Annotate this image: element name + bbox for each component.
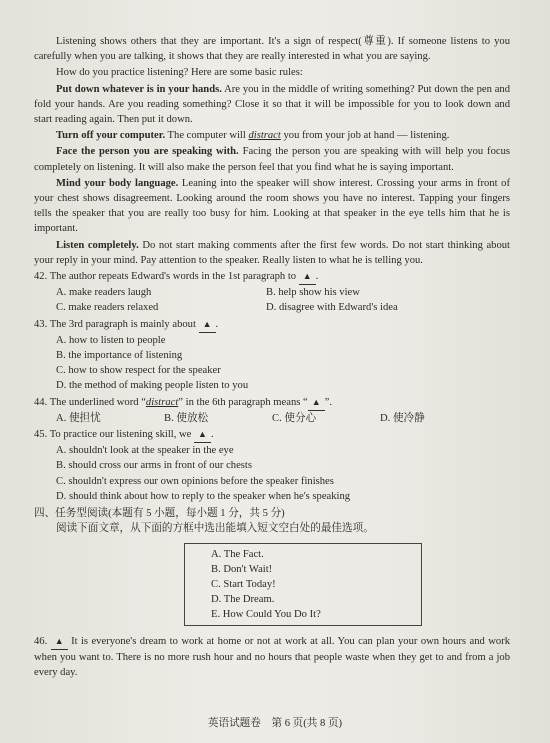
rule-text: Are you in the middle of writing something? Put down the pen and fold your hands. Are you reading something? Close it so that it will be impossible for you to look down and start reading again. Then put it down. bbox=[34, 83, 510, 126]
option-b: B. the importance of listening bbox=[56, 350, 183, 362]
box-option-a: A. The Fact. bbox=[211, 548, 264, 560]
options-row bbox=[34, 300, 510, 315]
rule-text: Facing the person you are speaking with will help you focus completely on listening. It will also make the person feel that you find what he is saying important. bbox=[34, 146, 510, 173]
rule-heading: Listen completely. bbox=[56, 239, 139, 251]
answer-blank bbox=[308, 395, 325, 411]
question-42 bbox=[34, 269, 510, 285]
paragraph-1: Listening shows others that they are important. It's a sign of respect(尊重). If someone listens to you carefully when you are talking, it shows that they are really interested in what you are saying. bbox=[34, 36, 510, 63]
options-box bbox=[184, 543, 422, 626]
option-d: D. disagree with Edward's idea bbox=[266, 302, 398, 314]
paragraph-6 bbox=[34, 176, 510, 237]
rule-heading: Put down whatever is in your hands. bbox=[56, 83, 222, 95]
option-a: A. how to listen to people bbox=[56, 334, 166, 346]
question-43 bbox=[34, 317, 510, 333]
paragraph-46 bbox=[34, 634, 510, 681]
question-44 bbox=[34, 395, 510, 411]
answer-blank bbox=[51, 634, 68, 650]
triangle-icon: ▲ bbox=[202, 318, 212, 329]
question-stem: ” in the 6th paragraph means “ bbox=[178, 396, 308, 408]
answer-blank bbox=[199, 317, 216, 333]
answer-blank bbox=[194, 427, 211, 443]
option-a: A. 使担忧 bbox=[56, 412, 101, 424]
option-d: D. 使冷静 bbox=[380, 412, 425, 424]
question-stem: 45. To practice our listening skill, we bbox=[34, 429, 192, 441]
answer-blank bbox=[299, 269, 316, 285]
option-c: C. 使分心 bbox=[272, 412, 317, 424]
option-b: B. should cross our arms in front of our chests bbox=[56, 460, 252, 472]
option-c: C. shouldn't express our own opinions before the speaker finishes bbox=[56, 475, 334, 487]
paragraph-3 bbox=[34, 82, 510, 128]
rule-heading: Mind your body language. bbox=[56, 177, 179, 189]
option-d: D. the method of making people listen to you bbox=[56, 380, 249, 392]
rule-heading: Turn off your computer. bbox=[56, 130, 166, 142]
question-stem: 43. The 3rd paragraph is mainly about bbox=[34, 318, 196, 330]
question-stem: 44. The underlined word “ bbox=[34, 396, 146, 408]
triangle-icon: ▲ bbox=[54, 635, 64, 646]
triangle-icon: ▲ bbox=[311, 396, 321, 407]
underlined-word: distract bbox=[145, 396, 179, 408]
question-stem: 42. The author repeats Edward's words in the 1st paragraph to bbox=[34, 271, 297, 283]
paragraph-5 bbox=[34, 144, 510, 174]
option-d: D. should think about how to reply to the speaker when he's speaking bbox=[56, 490, 351, 502]
stem-end: . bbox=[315, 271, 319, 283]
question-45 bbox=[34, 427, 510, 443]
option-b: B. 使放松 bbox=[164, 412, 209, 424]
rule-text: Do not start making comments after the first few words. Do not start thinking about your reply in your mind. Pay attention to the speaker. Really listen to what he is telling you. bbox=[34, 239, 511, 266]
triangle-icon: ▲ bbox=[198, 429, 207, 440]
stem-end: . bbox=[215, 318, 219, 330]
paragraph-2: How do you practice listening? Here are some basic rules: bbox=[56, 67, 303, 79]
underlined-word: distract bbox=[248, 130, 281, 142]
page-footer: 英语试题卷 第 6 页(共 8 页) bbox=[207, 718, 343, 729]
option-c: C. how to show respect for the speaker bbox=[56, 365, 221, 377]
options-row bbox=[34, 411, 510, 426]
rule-text: you from your job at hand — listening. bbox=[280, 130, 450, 142]
rule-text: Leaning into the speaker will show interest. Crossing your arms in front of your chest shows disagreement. Looking around the room shows you have no interest. Tapping your fingers tells the speaker that you are really too busy for him. Looking at that speaker in the eye tells him that he is important. bbox=[34, 177, 510, 235]
options-row bbox=[34, 285, 510, 300]
rule-heading: Face the person you are speaking with. bbox=[56, 146, 239, 158]
option-b: B. help show his view bbox=[266, 287, 360, 299]
rule-text: The computer will bbox=[165, 130, 249, 142]
stem-end: . bbox=[210, 429, 214, 441]
option-a: A. shouldn't look at the speaker in the eye bbox=[56, 445, 234, 457]
paragraph-4 bbox=[34, 128, 510, 143]
paragraph-7 bbox=[34, 238, 510, 268]
option-c: C. make readers relaxed bbox=[56, 302, 159, 314]
stem-end: ”. bbox=[324, 396, 332, 408]
option-a: A. make readers laugh bbox=[56, 287, 152, 299]
paragraph-text: It is everyone's dream to work at home or not at work at all. You can plan your own hours and work when you want to. There is no more rush hour and no hours that people waste when they get to and from a job every day. bbox=[34, 635, 511, 678]
box-option-c: C. Start Today! bbox=[211, 578, 276, 590]
box-option-d: D. The Dream. bbox=[211, 593, 275, 605]
question-number: 46. bbox=[34, 635, 48, 647]
box-option-b: B. Don't Wait! bbox=[211, 563, 273, 575]
section-title: 四、任务型阅读(本题有 5 小题，每小题 1 分，共 5 分) bbox=[34, 508, 285, 520]
box-option-e: E. How Could You Do It? bbox=[211, 608, 321, 620]
section-instruction: 阅读下面文章，从下面的方框中选出能填入短文空白处的最佳选项。 bbox=[56, 523, 374, 535]
triangle-icon: ▲ bbox=[302, 271, 312, 282]
